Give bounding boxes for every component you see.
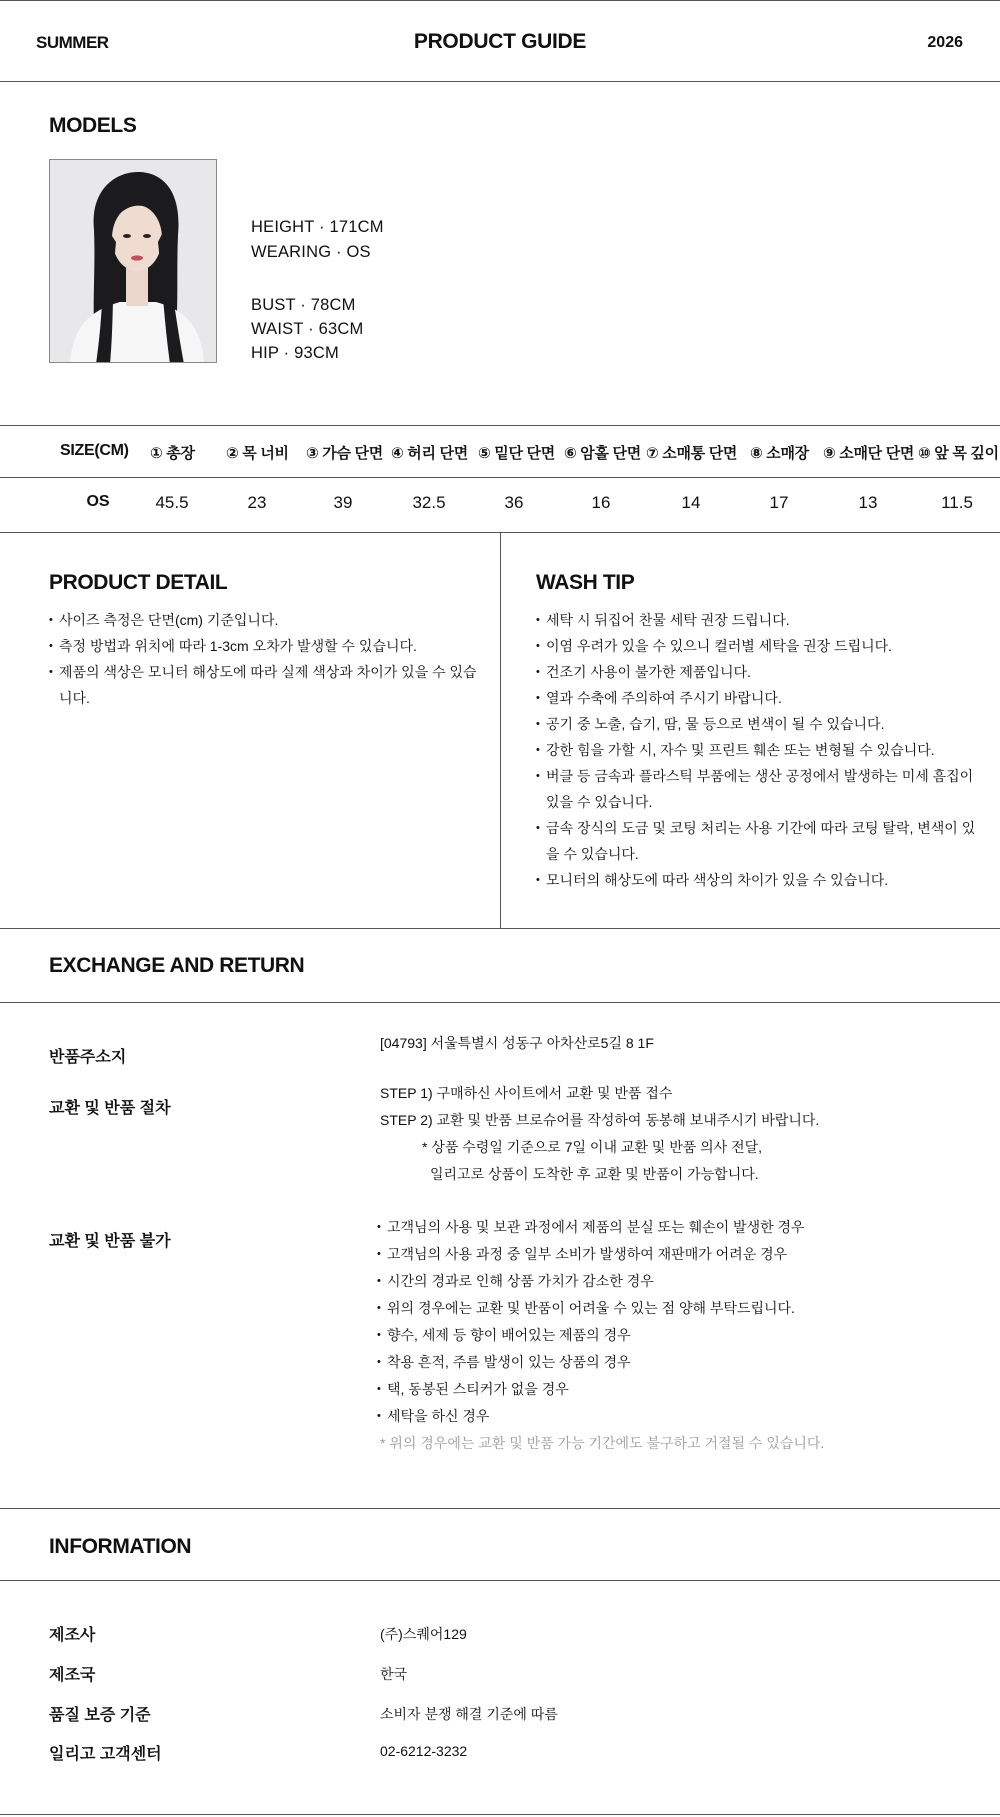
column-divider bbox=[500, 532, 501, 928]
procedure-note: 일리고로 상품이 도착한 후 교환 및 반품이 가능합니다. bbox=[430, 1166, 759, 1182]
exchange-title: EXCHANGE AND RETURN bbox=[49, 954, 305, 977]
list-item: • 고객님의 사용 및 보관 과정에서 제품의 분실 또는 훼손이 발생한 경우 bbox=[377, 1214, 977, 1241]
unavailable-label: 교환 및 반품 불가 bbox=[49, 1233, 171, 1250]
procedure-step: STEP 2) 교환 및 반품 브로슈어를 작성하여 동봉해 보내주시기 바랍니다. bbox=[380, 1112, 820, 1128]
list-item: • 강한 힘을 가할 시, 자수 및 프린트 훼손 또는 변형될 수 있습니다. bbox=[536, 737, 976, 763]
info-label: 일리고 고객센터 bbox=[49, 1746, 162, 1763]
list-item: • 공기 중 노출, 습기, 땀, 물 등으로 변색이 될 수 있습니다. bbox=[536, 711, 976, 737]
size-value: 32.5 bbox=[412, 493, 446, 512]
size-value: 36 bbox=[504, 493, 524, 512]
page-title: PRODUCT GUIDE bbox=[413, 30, 587, 53]
season-label: SUMMER bbox=[36, 33, 109, 52]
list-item: • 금속 장식의 도금 및 코팅 처리는 사용 기간에 따라 코팅 탈락, 변색이 있을 수 있습니다. bbox=[536, 815, 976, 867]
list-item: • 건조기 사용이 불가한 제품입니다. bbox=[536, 659, 976, 685]
info-value: 소비자 분쟁 해결 기준에 따름 bbox=[380, 1706, 558, 1722]
list-item: • 위의 경우에는 교환 및 반품이 어려울 수 있는 점 양해 부탁드립니다. bbox=[377, 1295, 977, 1322]
list-item: • 사이즈 측정은 단면(cm) 기준입니다. bbox=[49, 607, 479, 633]
exchange-notice: * 위의 경우에는 교환 및 반품 가능 기간에도 불구하고 거절될 수 있습니다. bbox=[380, 1435, 825, 1451]
list-item: • 세탁 시 뒤집어 찬물 세탁 권장 드립니다. bbox=[536, 607, 976, 633]
size-header: ⑥ 암홀 단면 bbox=[564, 445, 641, 462]
list-item: • 열과 수축에 주의하여 주시기 바랍니다. bbox=[536, 685, 976, 711]
size-header: ⑨ 소매단 단면 bbox=[823, 445, 915, 462]
product-detail-title: PRODUCT DETAIL bbox=[49, 571, 228, 594]
product-detail-list bbox=[49, 607, 479, 711]
models-title: MODELS bbox=[49, 114, 137, 137]
list-item: • 제품의 색상은 모니터 해상도에 따라 실제 색상과 차이가 있을 수 있습니다. bbox=[49, 659, 479, 711]
size-value: 23 bbox=[247, 493, 267, 512]
list-item: • 버클 등 금속과 플라스틱 부품에는 생산 공정에서 발생하는 미세 흠집이 있을 수 있습니다. bbox=[536, 763, 976, 815]
size-header: ⑧ 소매장 bbox=[750, 445, 809, 462]
size-value: 11.5 bbox=[941, 493, 973, 512]
model-waist: WAIST · 63CM bbox=[251, 320, 364, 338]
year-label: 2026 bbox=[927, 34, 963, 51]
model-photo-image bbox=[50, 160, 217, 363]
info-label: 품질 보증 기준 bbox=[49, 1707, 151, 1724]
info-value: 02-6212-3232 bbox=[380, 1743, 468, 1759]
address-value: [04793] 서울특별시 성동구 아차산로5길 8 1F bbox=[380, 1035, 654, 1051]
list-item: • 이염 우려가 있을 수 있으니 컬러별 세탁을 권장 드립니다. bbox=[536, 633, 976, 659]
list-item: • 측정 방법과 위치에 따라 1-3cm 오차가 발생할 수 있습니다. bbox=[49, 633, 479, 659]
list-item: • 고객님의 사용 과정 중 일부 소비가 발생하여 재판매가 어려운 경우 bbox=[377, 1241, 977, 1268]
model-hip: HIP · 93CM bbox=[251, 344, 339, 362]
size-header: ② 목 너비 bbox=[226, 445, 289, 462]
wash-tip-title: WASH TIP bbox=[536, 571, 635, 594]
size-value: 14 bbox=[681, 493, 701, 512]
info-value: 한국 bbox=[380, 1666, 408, 1682]
info-label: 제조사 bbox=[49, 1627, 96, 1644]
procedure-step: STEP 1) 구매하신 사이트에서 교환 및 반품 접수 bbox=[380, 1085, 673, 1101]
unavailable-list bbox=[377, 1214, 977, 1430]
size-value: 39 bbox=[333, 493, 353, 512]
size-header: ③ 가슴 단면 bbox=[306, 445, 383, 462]
size-value: 45.5 bbox=[155, 493, 189, 512]
wash-tip-list bbox=[536, 607, 976, 893]
model-photo bbox=[49, 159, 217, 363]
model-bust: BUST · 78CM bbox=[251, 296, 356, 314]
procedure-note: * 상품 수령일 기준으로 7일 이내 교환 및 반품 의사 전달, bbox=[422, 1139, 763, 1155]
address-label: 반품주소지 bbox=[49, 1049, 127, 1066]
list-item: • 택, 동봉된 스티커가 없을 경우 bbox=[377, 1376, 977, 1403]
list-item: • 착용 흔적, 주름 발생이 있는 상품의 경우 bbox=[377, 1349, 977, 1376]
info-label: 제조국 bbox=[49, 1667, 96, 1684]
list-item: • 세탁을 하신 경우 bbox=[377, 1403, 977, 1430]
procedure-text bbox=[380, 1080, 819, 1188]
procedure-label: 교환 및 반품 절차 bbox=[49, 1100, 171, 1117]
list-item: • 시간의 경과로 인해 상품 가치가 감소한 경우 bbox=[377, 1268, 977, 1295]
size-header: ⑦ 소매통 단면 bbox=[646, 445, 738, 462]
size-value: 17 bbox=[769, 493, 789, 512]
size-header: SIZE(CM) bbox=[60, 442, 129, 459]
information-title: INFORMATION bbox=[49, 1535, 192, 1558]
list-item: • 모니터의 해상도에 따라 색상의 차이가 있을 수 있습니다. bbox=[536, 867, 976, 893]
size-value: 13 bbox=[858, 493, 878, 512]
size-header: ⑩ 앞 목 깊이 bbox=[918, 445, 999, 462]
model-wearing: WEARING · OS bbox=[251, 243, 371, 261]
info-value: (주)스퀘어129 bbox=[380, 1626, 467, 1642]
list-item: • 향수, 세제 등 향이 배어있는 제품의 경우 bbox=[377, 1322, 977, 1349]
size-value: OS bbox=[86, 493, 110, 510]
size-header: ① 총장 bbox=[150, 445, 195, 462]
size-header: ⑤ 밑단 단면 bbox=[478, 445, 555, 462]
model-height: HEIGHT · 171CM bbox=[251, 218, 384, 236]
size-value: 16 bbox=[591, 493, 611, 512]
size-header: ④ 허리 단면 bbox=[391, 445, 468, 462]
